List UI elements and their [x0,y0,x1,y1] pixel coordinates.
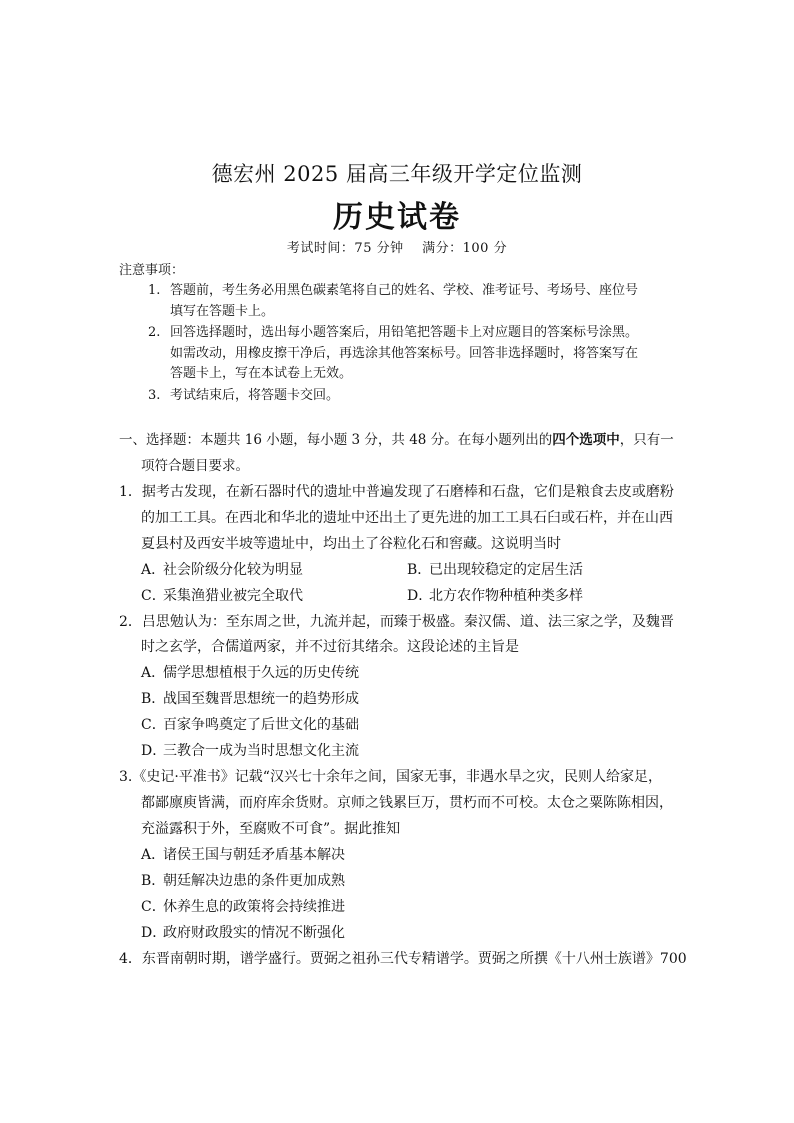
option-label: C． [141,717,166,733]
option-c [141,714,359,734]
question-text: 时之玄学，合儒道两家，并不过衍其绪余。这段论述的主旨是 [141,639,519,655]
note-item [148,321,638,340]
option-text: 已出现较稳定的定居生活 [429,562,583,578]
option-text: 社会阶级分化较为明显 [163,562,303,578]
option-b [407,559,583,579]
option-label: C． [141,588,166,604]
option-b [141,870,345,890]
note-text: 答题卡上，写在本试卷上无效。 [170,366,353,381]
option-d [141,740,359,760]
note-text: 回答选择题时，选出每小题答案后，用铅笔把答题卡上对应题目的答案标号涂黑。 [170,325,639,340]
question-3 [119,766,662,786]
option-label: A． [141,847,166,863]
question-number: 3. [119,769,133,785]
section-text: 一、选择题：本题共 16 小题，每小题 3 分，共 48 分。在每小题列出的 [119,432,553,448]
section-heading [119,428,674,448]
option-label: D． [141,743,167,759]
option-text: 采集渔猎业被完全取代 [163,588,303,604]
option-label: A． [141,665,166,681]
question-text: 都鄙廪庾皆满，而府库余货财。京师之钱累巨万，贯朽而不可校。太仓之粟陈陈相因， [141,795,673,811]
question-text: 吕思勉认为：至东周之世，九流并起，而臻于极盛。秦汉儒、道、法三家之学，及魏晋 [141,614,674,630]
section-text: 项符合题目要求。 [141,458,249,474]
exam-title: 德宏州 2025 届高三年级开学定位监测 [211,162,583,186]
option-a [141,662,359,682]
option-label: C． [141,899,166,915]
option-label: B． [141,691,166,707]
note-text: 填写在答题卡上。 [170,304,275,319]
notes-heading: 注意事项： [119,263,185,278]
option-label: A． [141,562,166,578]
question-number: 1． [119,484,142,500]
exam-meta: 考试时间：75 分钟 满分：100 分 [286,241,508,256]
question-text: 充溢露积于外，至腐败不可食”。据此推知 [141,821,401,837]
note-number: 1. [148,283,161,298]
note-text: 考试结束后，将答题卡交回。 [170,388,340,403]
question-1 [119,481,674,501]
question-text: 夏县村及西安半坡等遗址中，均出土了谷粒化石和窖藏。这说明当时 [141,536,561,552]
option-d [141,922,345,942]
option-text: 北方农作物种植种类多样 [429,588,583,604]
note-text: 答题前，考生务必用黑色碳素笔将自己的姓名、学校、准考证号、考场号、座位号 [170,283,639,298]
option-a [141,844,345,864]
note-item [148,279,638,298]
section-text-end: ，只有一 [619,432,674,448]
option-a [141,559,303,579]
question-2 [119,611,674,631]
option-d [407,585,583,605]
subject-title: 历史试卷 [333,200,461,235]
question-text: 东晋南朝时期，谱学盛行。贾弼之祖孙三代专精谱学。贾弼之所撰《十八州士族谱》700 [141,951,687,967]
option-text: 儒学思想植根于久远的历史传统 [163,665,359,681]
question-text: 据考古发现，在新石器时代的遗址中普遍发现了石磨棒和石盘，它们是粮食去皮或磨粉 [141,484,674,500]
option-text: 诸侯王国与朝廷矛盾基本解决 [163,847,345,863]
question-text: 的加工工具。在西北和华北的遗址中还出土了更先进的加工工具石臼或石杵，并在山西 [141,510,673,526]
question-text: 《史记·平准书》记载“汉兴七十余年之间，国家无事，非遇水旱之灾，民则人给家足， [132,769,662,785]
note-text: 如需改动，用橡皮擦干净后，再选涂其他答案标号。回答非选择题时，将答案写在 [170,346,639,361]
note-item [148,384,339,403]
option-label: B． [141,873,166,889]
question-number: 2． [119,614,142,630]
option-c [141,585,303,605]
option-b [141,688,359,708]
option-text: 朝廷解决边患的条件更加成熟 [163,873,345,889]
note-number: 2. [148,325,161,340]
option-text: 三教合一成为当时思想文化主流 [163,743,359,759]
note-number: 3. [148,388,161,403]
question-number: 4． [119,951,142,967]
option-text: 战国至魏晋思想统一的趋势形成 [163,691,359,707]
section-emphasis: 四个选项中 [552,432,620,448]
option-text: 政府财政殷实的情况不断强化 [163,925,345,941]
option-c [141,896,345,916]
question-4 [119,948,687,968]
option-label: D． [407,588,433,604]
option-text: 休养生息的政策将会持续推进 [163,899,345,915]
option-label: D． [141,925,167,941]
option-label: B． [407,562,432,578]
option-text: 百家争鸣奠定了后世文化的基础 [163,717,359,733]
